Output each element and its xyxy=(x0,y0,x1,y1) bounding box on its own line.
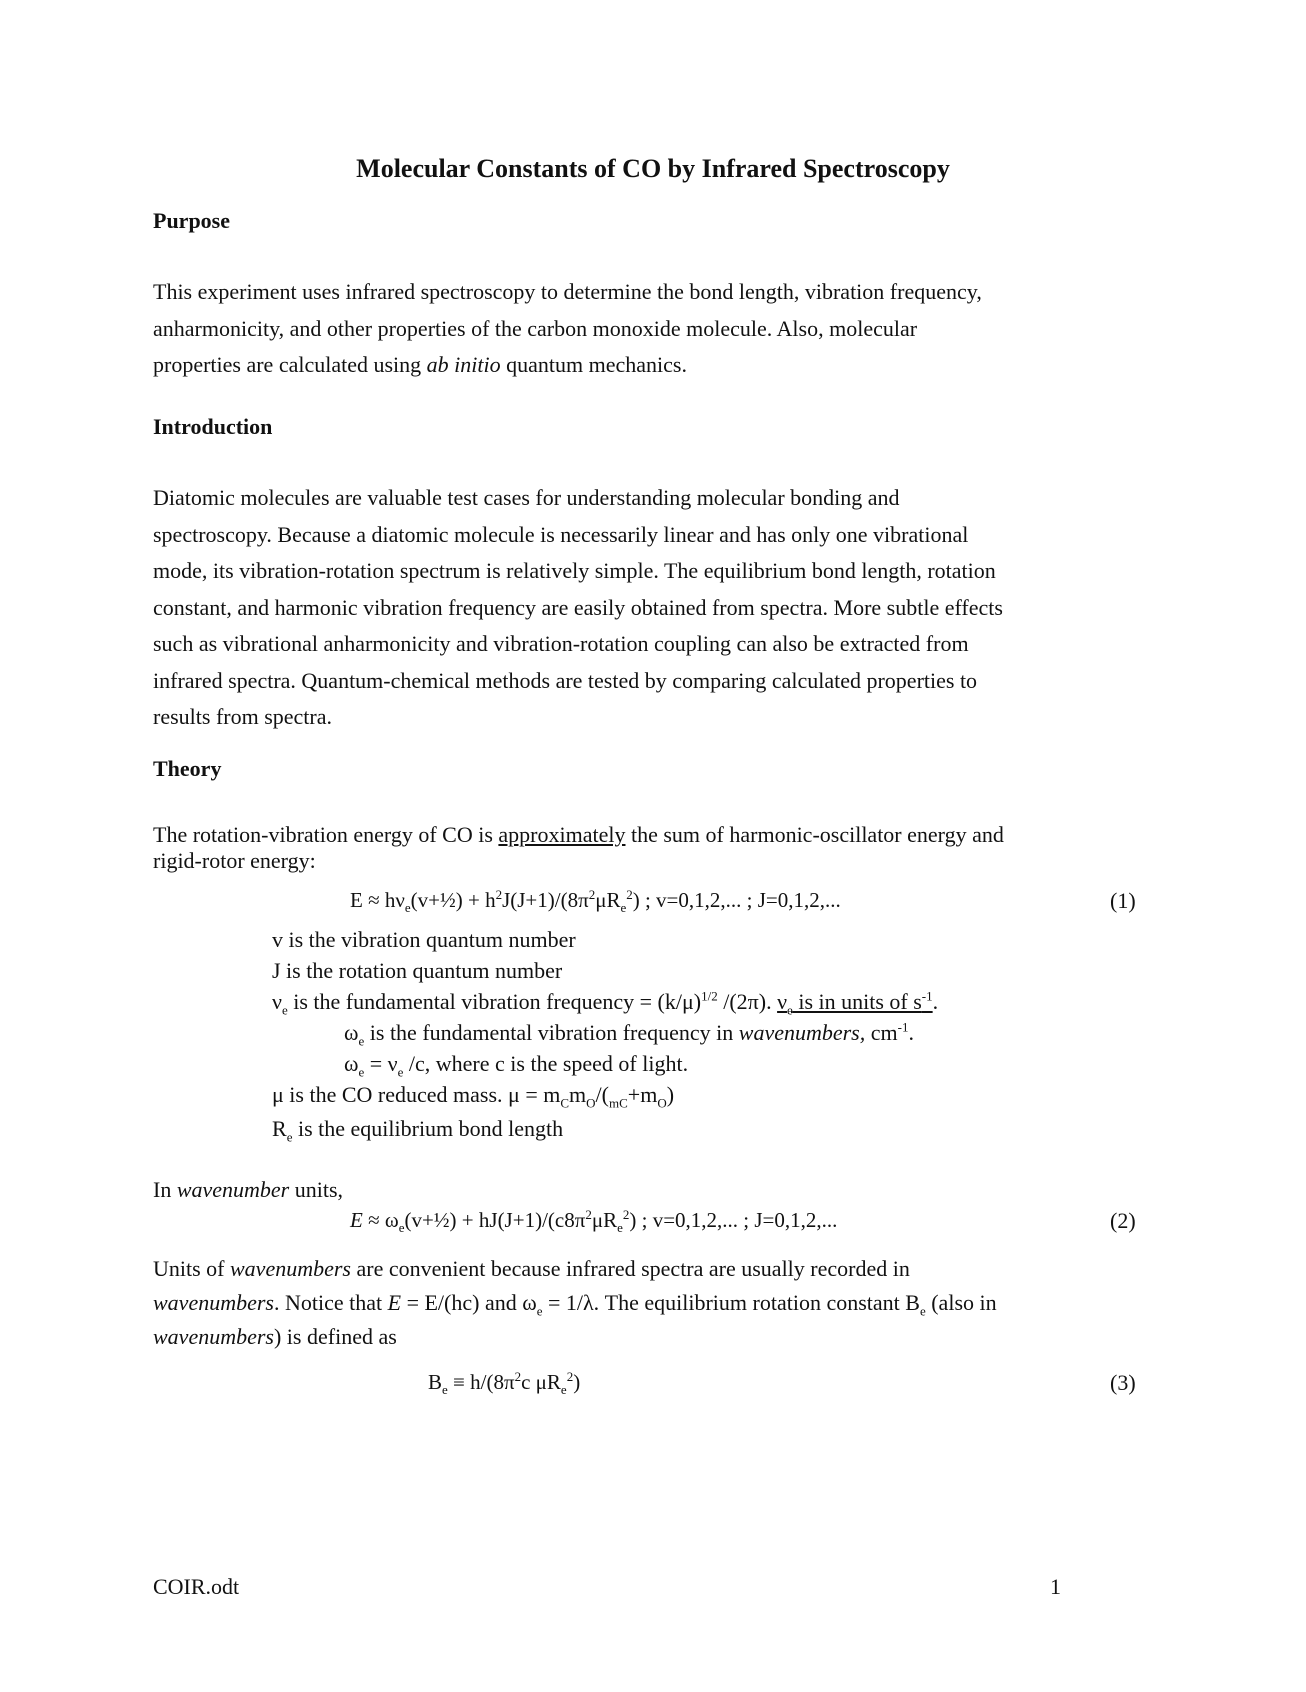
purpose-paragraph xyxy=(153,274,1153,384)
purpose-line xyxy=(153,347,1153,384)
text-run: properties are calculated using xyxy=(153,352,427,377)
intro-line: mode, its vibration-rotation spectrum is relatively simple. The equilibrium bond length, rotation xyxy=(153,558,996,583)
definition-reduced-mass: μ is the CO reduced mass. $\mu = m_Cm_O/(_{mC}+m_O)$ xyxy=(272,1082,675,1111)
underlined-word: approximately xyxy=(498,822,626,847)
intro-line: Diatomic molecules are valuable test cases for understanding molecular bonding and xyxy=(153,485,900,510)
definition-omega-relation: $\omega_e = \nu_e$ /c, where c is the speed of light. xyxy=(344,1051,689,1080)
intro-line: spectroscopy. Because a diatomic molecule is necessarily linear and has only one vibrational xyxy=(153,521,969,547)
units-line: wavenumbers) is defined as xyxy=(153,1324,397,1349)
definition-bond-length: $R_e$ is the equilibrium bond length xyxy=(272,1116,564,1145)
definition-omega-e: $\omega_e$ is the fundamental vibration frequency in wavenumbers, $cm^{-1}$. xyxy=(344,1019,914,1049)
definition-nu-e: $\nu_e$ is the fundamental vibration frequency = $(k/\mu)^{1/2}$ /(2π). $\nu_e$ is in units of $s^{-1}$. xyxy=(272,988,939,1018)
equation-number-2: (2) xyxy=(1110,1208,1136,1233)
heading-purpose: Purpose xyxy=(153,208,230,233)
intro-line: such as vibrational anharmonicity and vibration-rotation coupling can also be extracted from xyxy=(153,631,969,656)
units-line: wavenumbers. Notice that E = E/(hc) and $\omega_e = 1/\lambda$. The equilibrium rotation constant $B_e$ (also in xyxy=(153,1290,997,1319)
equation-3: $B_e \equiv h/(8\pi^2c$ $\mu R_e^2$) xyxy=(428,1369,581,1398)
text-run: the sum of harmonic-oscillator energy and xyxy=(625,822,1004,847)
units-paragraph xyxy=(153,1252,1153,1354)
equation-2: $E \approx \omega_e(v+\frac{1}{2}) + hJ(J+1)/(c8\pi^2\mu R_e^2)$ ; v=0,1,2,... ; J=0,1,2,... xyxy=(350,1207,838,1236)
text-run: The rotation-vibration energy of CO is xyxy=(153,822,499,847)
introduction-paragraph xyxy=(153,480,1153,736)
wavenumber-units-line: In wavenumber units, xyxy=(153,1177,344,1202)
heading-theory: Theory xyxy=(153,756,222,781)
footer-page-number: 1 xyxy=(1050,1574,1061,1599)
purpose-line: anharmonicity, and other properties of the carbon monoxide molecule. Also, molecular xyxy=(153,315,918,341)
intro-line: infrared spectra. Quantum-chemical methods are tested by comparing calculated properties to xyxy=(153,667,978,693)
text-run: quantum mechanics. xyxy=(500,352,687,377)
theory-intro-line: rigid-rotor energy: xyxy=(153,848,316,873)
equation-1: $E \approx h\nu_e(v+\frac{1}{2}) + h^2J(J+1)/(8\pi^2\mu R_e^2)$ ; v=0,1,2,... ; J=0,1,2,... xyxy=(350,887,841,916)
definition-j: J is the rotation quantum number xyxy=(272,958,563,983)
units-line: Units of wavenumbers are convenient because infrared spectra are usually recorded in xyxy=(153,1256,910,1281)
italic-text: ab initio xyxy=(426,352,501,377)
intro-line: results from spectra. xyxy=(153,704,332,729)
definition-v: v is the vibration quantum number xyxy=(272,927,576,952)
equation-number-3: (3) xyxy=(1110,1370,1136,1395)
theory-intro-line xyxy=(153,822,1004,848)
footer-filename: COIR.odt xyxy=(153,1574,240,1599)
heading-introduction: Introduction xyxy=(153,414,273,439)
equation-number-1: (1) xyxy=(1110,888,1136,913)
intro-line: constant, and harmonic vibration frequency are easily obtained from spectra. More subtle effects xyxy=(153,594,1003,620)
purpose-line: This experiment uses infrared spectroscopy to determine the bond length, vibration frequency, xyxy=(153,279,982,304)
document-title: Molecular Constants of CO by Infrared Spectroscopy xyxy=(356,154,950,183)
